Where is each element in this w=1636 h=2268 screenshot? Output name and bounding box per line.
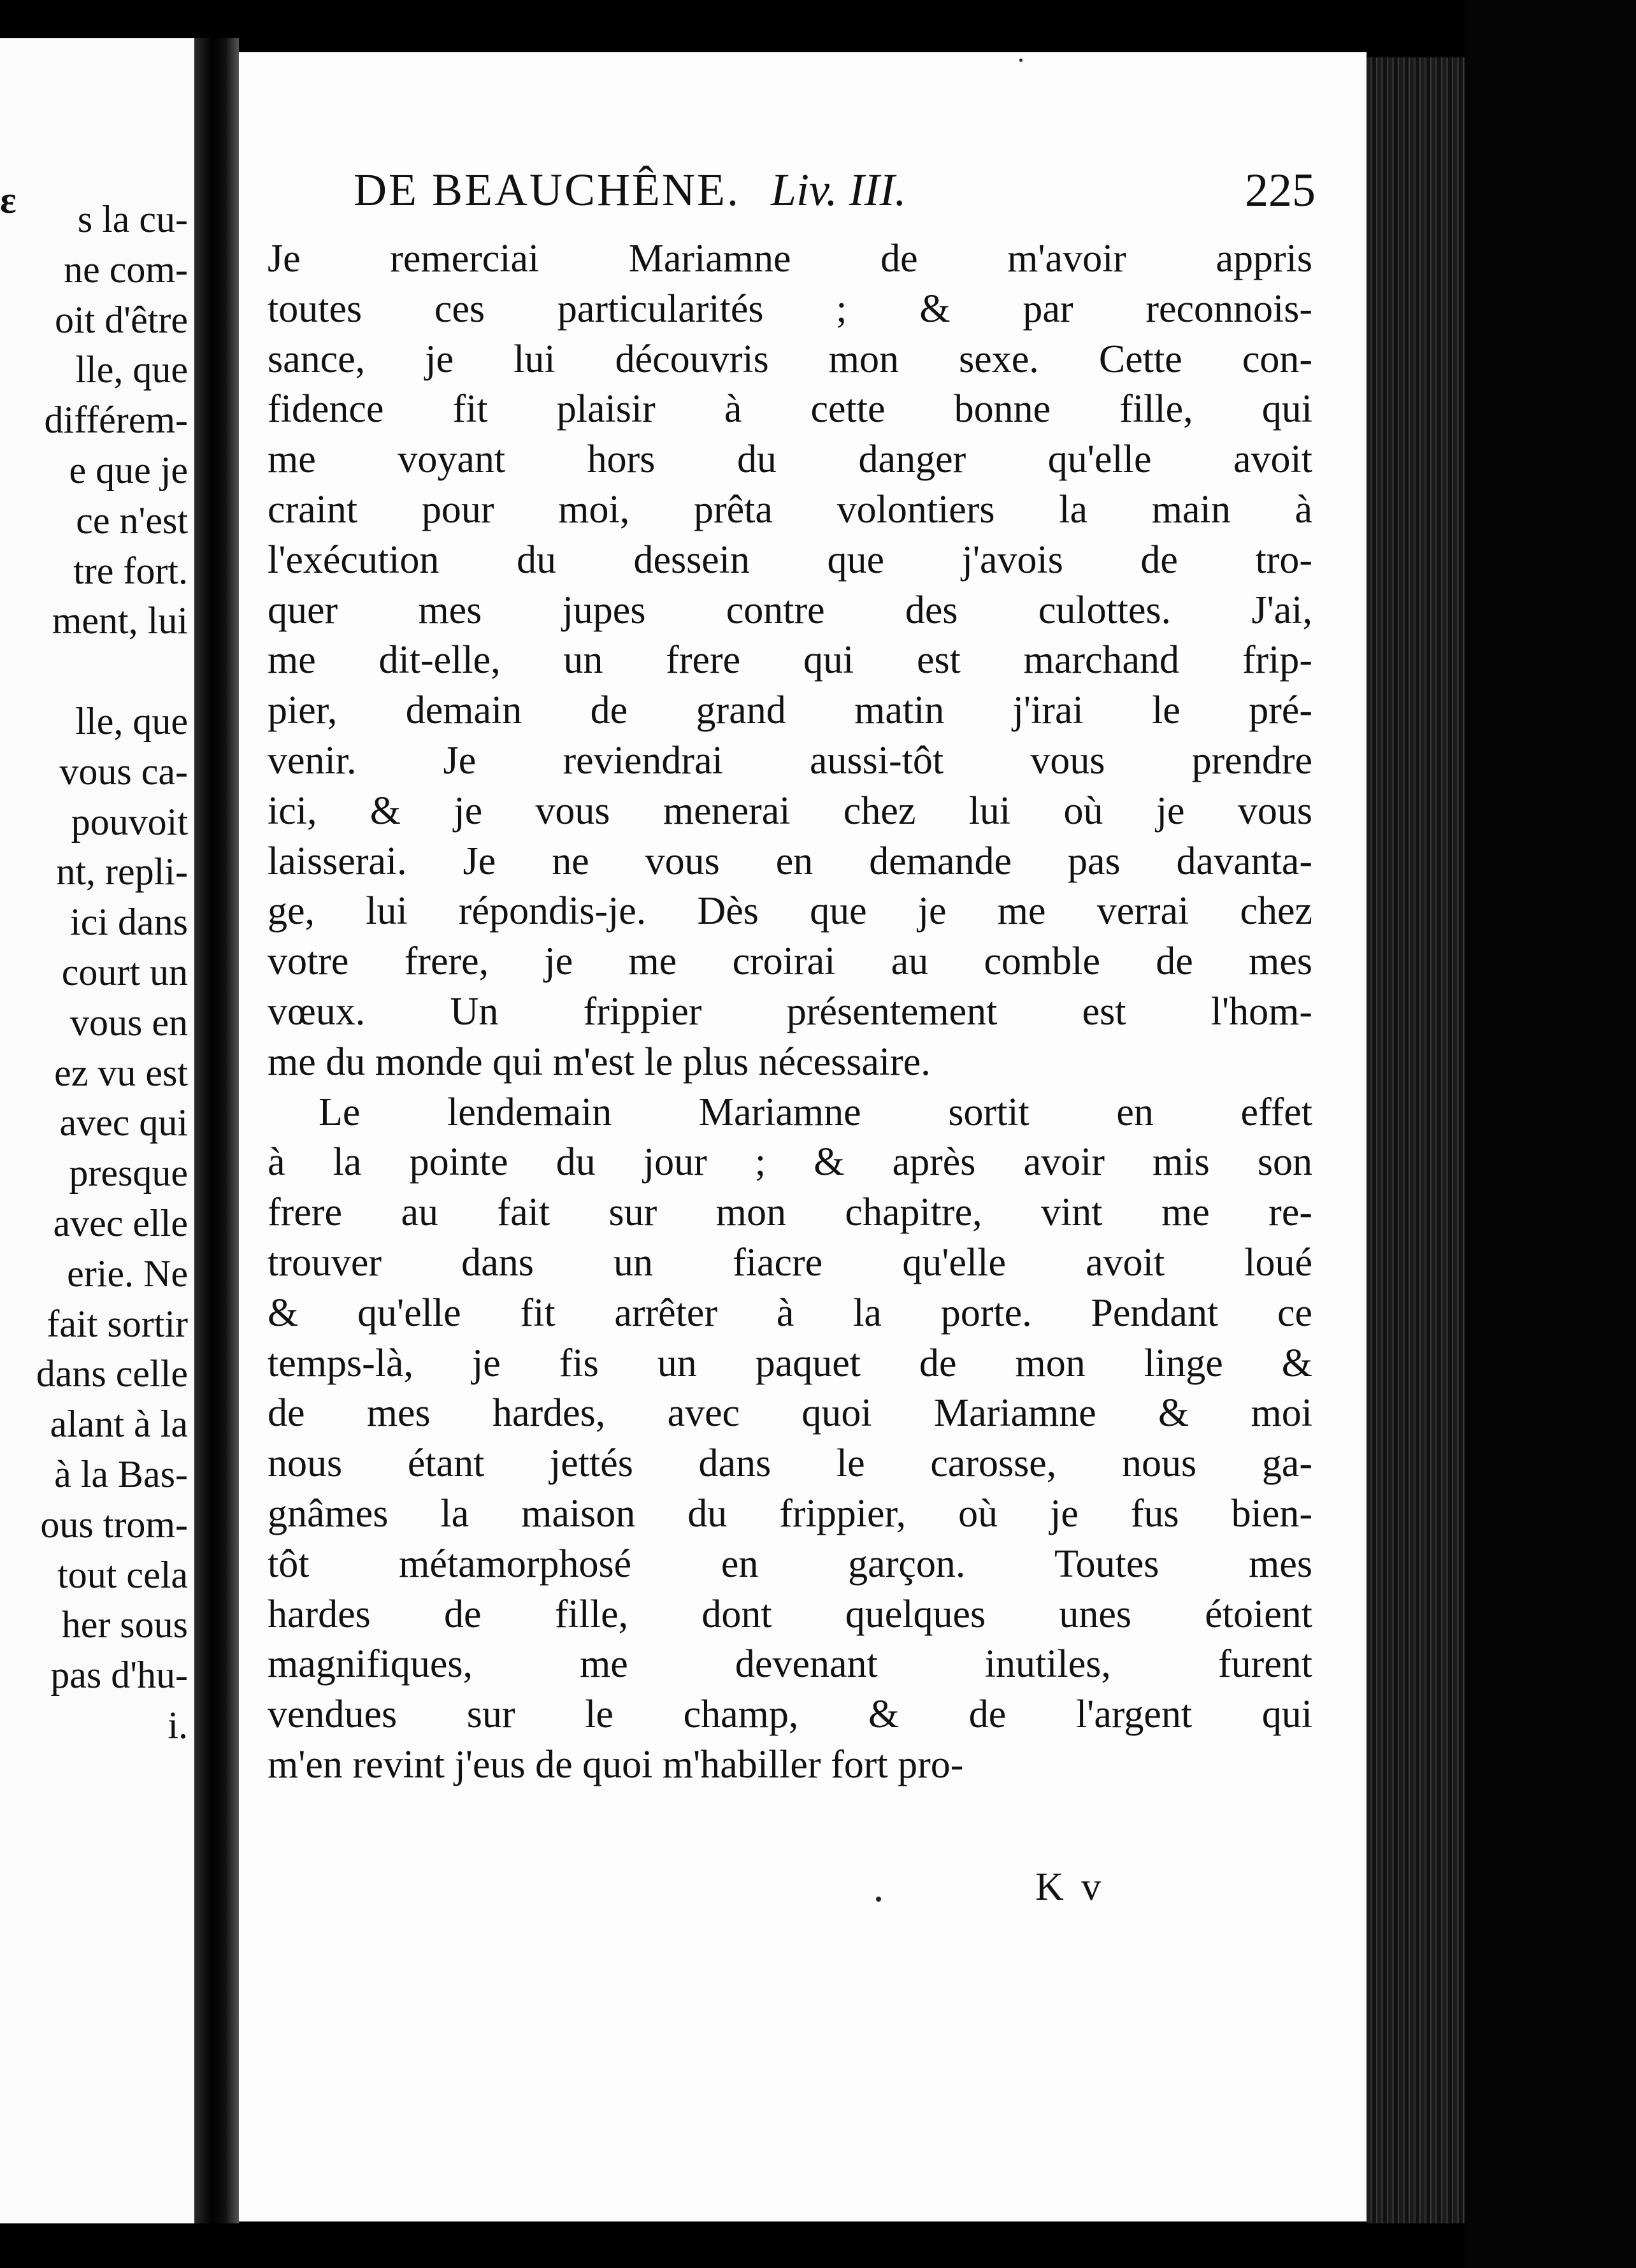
body-text	[268, 234, 1312, 1790]
left-page-line: différem-	[44, 399, 188, 441]
text-line: nous étant jettés dans le carosse, nous ga-	[268, 1442, 1312, 1486]
text-line: me du monde qui m'est le plus nécessaire.	[268, 1040, 931, 1084]
text-line: vendues sur le champ, & de l'argent qui	[268, 1693, 1312, 1737]
left-page-line: nt, repli-	[56, 850, 188, 893]
left-page-line: avec qui	[59, 1102, 188, 1144]
left-page-line: i.	[168, 1704, 188, 1746]
text-line: tôt métamorphosé en garçon. Toutes mes	[268, 1542, 1312, 1586]
text-line: de mes hardes, avec quoi Mariamne & moi	[268, 1391, 1312, 1435]
left-page-mark: ε	[0, 179, 17, 221]
left-page-line: erie. Ne	[67, 1252, 188, 1295]
scan-border-right	[1465, 0, 1636, 2268]
text-line: m'en revint j'eus de quoi m'habiller fort pro-	[268, 1742, 964, 1786]
text-line: vœux. Un frippier présentement est l'hom-	[268, 989, 1312, 1033]
left-page-line: fait sortir	[47, 1302, 188, 1345]
book-page	[239, 52, 1367, 2221]
text-line: quer mes jupes contre des culottes. J'ai,	[268, 588, 1312, 632]
text-line: venir. Je reviendrai aussi-tôt vous prendre	[268, 738, 1312, 782]
left-page-line: ici dans	[70, 901, 188, 944]
text-line: l'exécution du dessein que j'avois de tro-	[268, 538, 1312, 582]
text-line: votre frere, je me croirai au comble de mes	[268, 940, 1312, 984]
left-page-line: tout cela	[57, 1553, 188, 1596]
left-page-lines	[36, 194, 188, 1751]
text-line: me dit-elle, un frere qui est marchand frip-	[268, 638, 1312, 682]
left-page-line: vous en	[70, 1001, 188, 1044]
text-line: me voyant hors du danger qu'elle avoit	[268, 438, 1312, 482]
signature-mark: K v	[1035, 1865, 1105, 1909]
left-page-line: her sous	[61, 1604, 188, 1646]
left-page-line: vous ca-	[59, 750, 188, 793]
left-page-line: pas d'hu-	[50, 1654, 188, 1697]
text-line: à la pointe du jour ; & après avoir mis son	[268, 1140, 1312, 1184]
running-head-title: DE BEAUCHÊNE.	[354, 164, 740, 215]
text-line: & qu'elle fit arrêter à la porte. Pendant ce	[268, 1291, 1312, 1335]
text-line: gnâmes la maison du frippier, où je fus bien-	[268, 1491, 1312, 1535]
text-line: fidence fit plaisir à cette bonne fille, qui	[268, 387, 1312, 431]
left-page-line: court un	[61, 951, 188, 993]
left-page-line: lle, que	[75, 700, 188, 742]
page-number: 225	[1245, 164, 1316, 217]
left-page-line: ce n'est	[76, 499, 188, 542]
left-page-line: dans celle	[36, 1353, 188, 1395]
left-page-line: ous trom-	[40, 1503, 188, 1546]
text-line: magnifiques, me devenant inutiles, furent	[268, 1642, 1312, 1686]
left-page-line: tre fort.	[73, 549, 188, 592]
paper-speck	[1019, 59, 1022, 62]
left-page-line: avec elle	[53, 1202, 188, 1244]
left-page-line: ment, lui	[52, 599, 188, 642]
left-page-line	[36, 646, 188, 696]
text-line: craint pour moi, prêta volontiers la main à	[268, 487, 1312, 531]
running-head	[354, 164, 1316, 217]
left-page-line: ez vu est	[54, 1051, 188, 1094]
left-page-line: alant à la	[50, 1403, 188, 1446]
paper-speck	[876, 1897, 881, 1902]
left-page-line: presque	[69, 1152, 188, 1195]
book-gutter	[194, 38, 239, 2223]
left-page-line: s la cu-	[77, 198, 188, 240]
left-page-line: à la Bas-	[54, 1453, 188, 1495]
left-page-fragment	[0, 38, 194, 2223]
left-page-line: pouvoit	[71, 800, 188, 843]
text-line: Le lendemain Mariamne sortit en effet	[319, 1090, 1312, 1134]
left-page-line: ne com-	[64, 248, 188, 291]
left-page-line: e que je	[69, 449, 188, 491]
text-line: toutes ces particularités ; & par reconnois-	[268, 287, 1312, 331]
text-line: trouver dans un fiacre qu'elle avoit loué	[268, 1240, 1312, 1284]
text-line: laisserai. Je ne vous en demande pas davanta-	[268, 839, 1312, 883]
left-page-line: lle, que	[75, 348, 188, 391]
running-head-book: Liv. III.	[770, 164, 907, 215]
text-line: pier, demain de grand matin j'irai le pré-	[268, 689, 1312, 733]
left-page-line: oit d'être	[54, 298, 188, 341]
text-line: temps-là, je fis un paquet de mon linge &	[268, 1341, 1312, 1385]
text-line: frere au fait sur mon chapitre, vint me re-	[268, 1191, 1312, 1235]
text-line: hardes de fille, dont quelques unes étoient	[268, 1592, 1312, 1636]
text-line: sance, je lui découvris mon sexe. Cette con-	[268, 337, 1312, 381]
text-line: ici, & je vous menerai chez lui où je vous	[268, 789, 1312, 833]
text-line: Je remerciai Mariamne de m'avoir appris	[268, 237, 1312, 280]
text-line: ge, lui répondis-je. Dès que je me verrai chez	[268, 889, 1312, 933]
